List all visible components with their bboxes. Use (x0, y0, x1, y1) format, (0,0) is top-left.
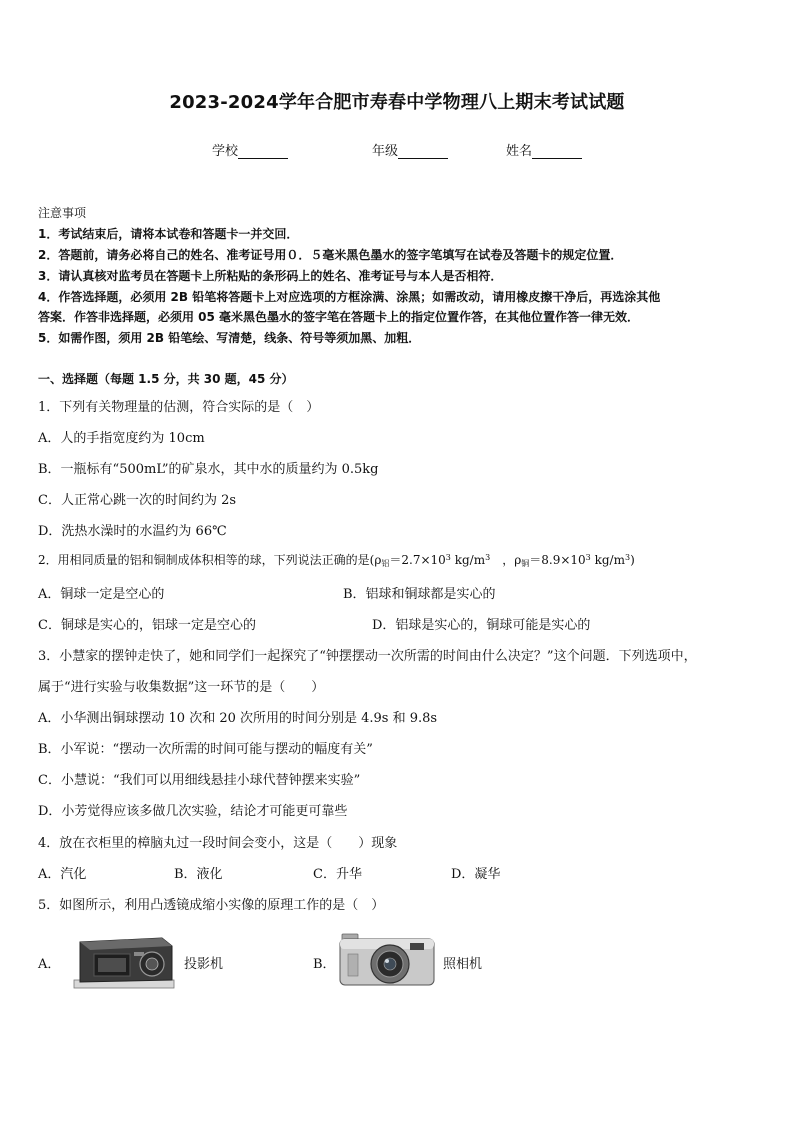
name-blank[interactable] (532, 144, 582, 159)
q2-sup: 3 (445, 553, 451, 562)
q4-option-b: B．液化 (174, 867, 223, 882)
section-heading: 一、选择题（每题 1.5 分，共 30 题，45 分） (38, 372, 294, 386)
q2-text: kg/m (590, 553, 625, 567)
q2-text: ，ρ (490, 553, 522, 567)
question-4-stem: 4．放在衣柜里的樟脑丸过一段时间会变小，这是（ ）现象 (38, 836, 398, 851)
q1-option-b: B．一瓶标有“500mL”的矿泉水，其中水的质量约为 0.5kg (38, 462, 379, 477)
question-3-stem-line1: 3．小慧家的摆钟走快了，她和同学们一起探究了“钟摆摆动一次所需的时间由什么决定？”这个问题．下列选项中， (38, 649, 697, 664)
q3-option-d: D．小芳觉得应该多做几次实验，结论才可能更可靠些 (38, 804, 348, 819)
q2-sub-cu: 铜 (521, 559, 530, 568)
question-2-stem (38, 551, 635, 569)
q5-option-a-label: 投影机 (184, 957, 224, 972)
q2-text: ) (630, 553, 635, 567)
notice-item: 5．如需作图，须用 2B 铅笔绘、写清楚，线条、符号等须加黑、加粗． (38, 331, 421, 345)
question-3-stem-line2: 属于“进行实验与收集数据”这一环节的是（ ） (38, 680, 325, 695)
q1-option-a: A．人的手指宽度约为 10cm (38, 431, 205, 446)
q5-option-b-label: 照相机 (443, 957, 483, 972)
projector-image (72, 932, 180, 990)
school-field (212, 140, 288, 159)
notice-heading: 注意事项 (38, 206, 87, 220)
q2-text: ＝8.9×10 (529, 553, 586, 567)
q2-sup: 3 (624, 553, 631, 562)
q5-option-b-letter: B． (313, 957, 336, 972)
q2-text: ＝2.7×10 (389, 553, 446, 567)
q2-sub-al: 铝 (381, 559, 390, 568)
notice-item: 答案．作答非选择题，必须用 05 毫米黑色墨水的签字笔在答题卡上的指定位置作答，在其他位置作答一律无效． (38, 310, 640, 324)
q4-option-a: A．汽化 (38, 867, 87, 882)
notice-item: 1．考试结束后，请将本试卷和答题卡一并交回． (38, 227, 299, 241)
q3-option-b: B．小军说：“摆动一次所需的时间可能与摆动的幅度有关” (38, 742, 373, 757)
q2-text: kg/m (450, 553, 486, 567)
q1-option-c: C．人正常心跳一次的时间约为 2s (38, 493, 237, 508)
q4-option-d: D．凝华 (451, 867, 501, 882)
q2-option-c: C．铜球是实心的，铝球一定是空心的 (38, 618, 256, 633)
q2-option-a: A．铜球一定是空心的 (38, 587, 165, 602)
notice-item: 4．作答选择题，必须用 2B 铅笔将答题卡上对应选项的方框涂满、涂黑；如需改动，请用橡皮擦干净后，再选涂其他 (38, 290, 661, 304)
question-5-stem: 5．如图所示，利用凸透镜成缩小实像的原理工作的是（ ） (38, 898, 385, 913)
notice-item: 2．答题前，请务必将自己的姓名、准考证号用０．５毫米黑色墨水的签字笔填写在试卷及答题卡的规定位置． (38, 248, 623, 262)
q3-option-c: C．小慧说：“我们可以用细线悬挂小球代替钟摆来实验” (38, 773, 361, 788)
q2-option-d: D．铝球是实心的，铜球可能是实心的 (372, 618, 591, 633)
q2-sup: 3 (585, 553, 591, 562)
name-label: 姓名 (506, 144, 533, 159)
grade-label: 年级 (372, 144, 399, 159)
page-title: 2023-2024学年合肥市寿春中学物理八上期末考试试题 (169, 92, 625, 113)
grade-field (372, 140, 448, 159)
school-label: 学校 (212, 144, 239, 159)
school-blank[interactable] (238, 144, 288, 159)
q3-option-a: A．小华测出铜球摆动 10 次和 20 次所用的时间分别是 4.9s 和 9.8s (38, 711, 438, 726)
q2-option-b: B．铝球和铜球都是实心的 (343, 587, 496, 602)
grade-blank[interactable] (398, 144, 448, 159)
q2-sup: 3 (485, 553, 491, 562)
q4-option-c: C．升华 (313, 867, 362, 882)
name-field (506, 140, 582, 159)
question-1-stem: 1．下列有关物理量的估测，符合实际的是（ ） (38, 400, 320, 415)
q1-option-d: D．洗热水澡时的水温约为 66℃ (38, 524, 227, 539)
q2-stem-text: 2．用相同质量的铝和铜制成体积相等的球，下列说法正确的是(ρ (38, 553, 382, 567)
q5-option-a-letter: A． (38, 957, 61, 972)
camera-image (338, 932, 436, 987)
notice-item: 3．请认真核对监考员在答题卡上所粘贴的条形码上的姓名、准考证号与本人是否相符． (38, 269, 503, 283)
